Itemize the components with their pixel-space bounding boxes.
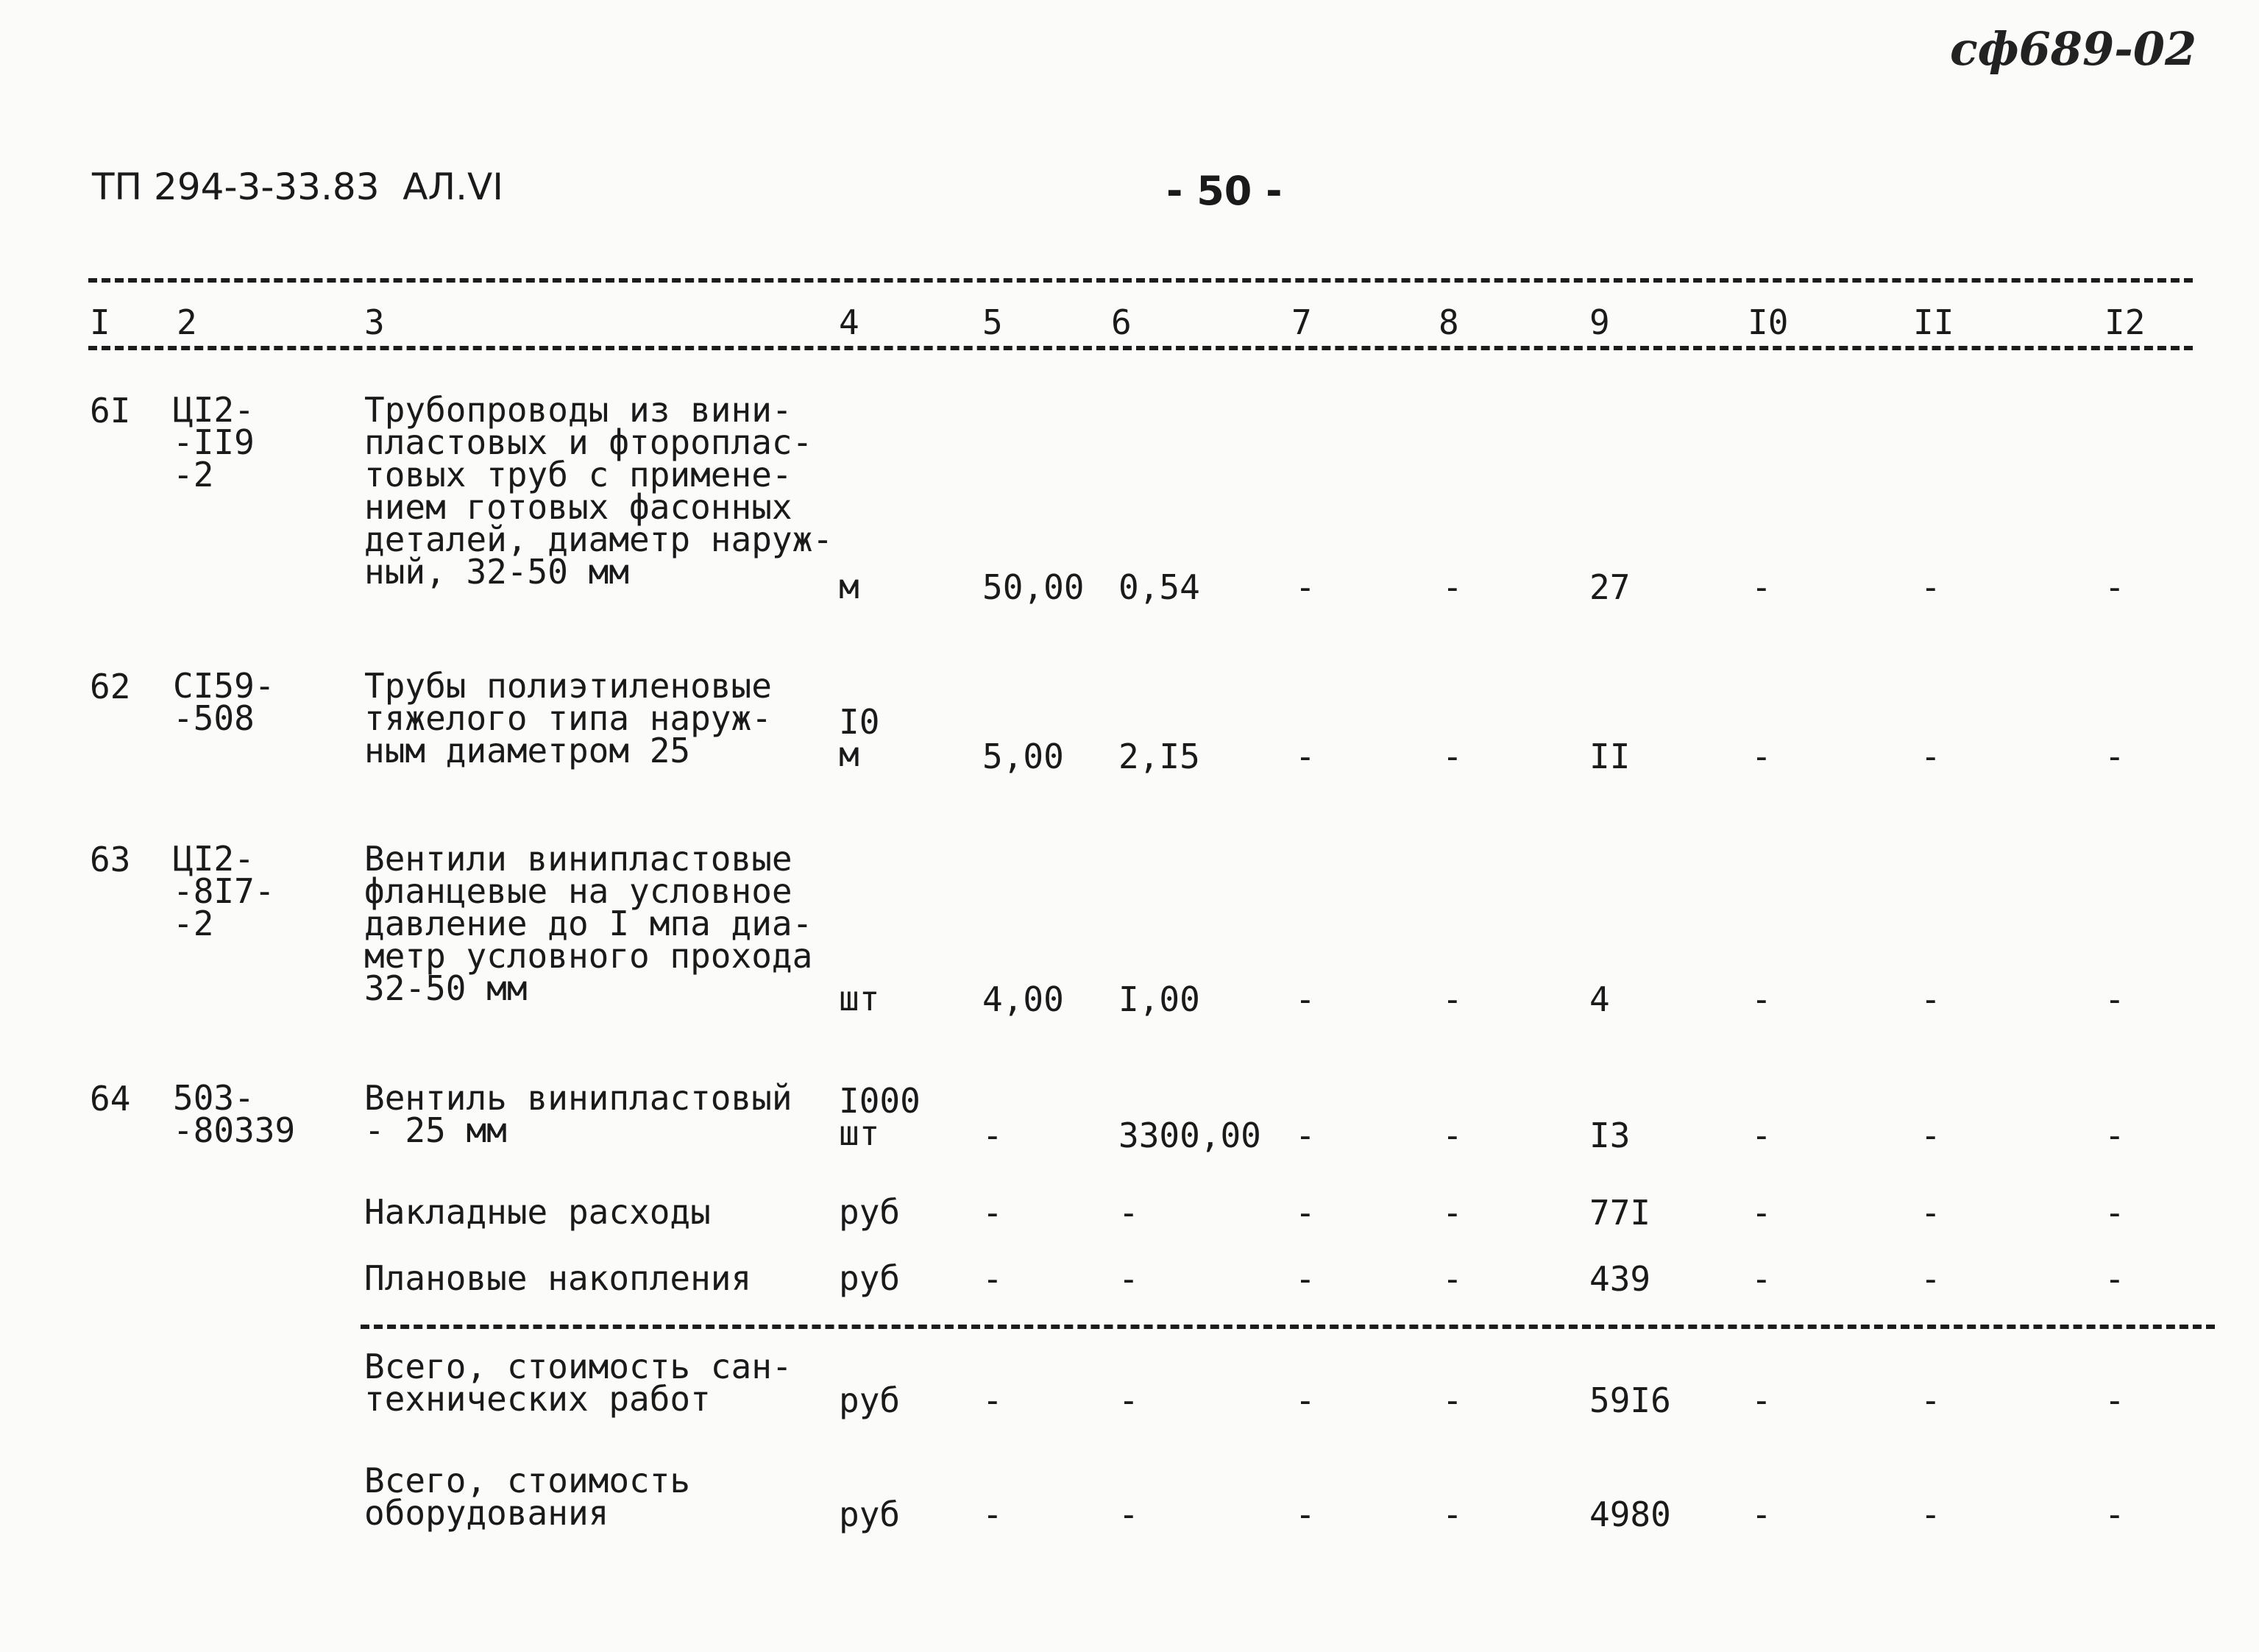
- row-value-col-11: -: [1921, 567, 1941, 607]
- totals-rule: [361, 1325, 2215, 1329]
- row-value-col-6: 2,I5: [1118, 737, 1200, 776]
- row-value-col-9: 4: [1589, 979, 1610, 1019]
- page-number: - 50 -: [1166, 168, 1283, 214]
- row-number: 63: [90, 840, 131, 879]
- row-value-col-11: -: [1921, 1259, 1941, 1299]
- header-rule: [88, 346, 2193, 350]
- column-header-10: I0: [1748, 302, 1789, 342]
- row-value-col-6: I,00: [1118, 979, 1200, 1019]
- row-code: CI59- -508: [173, 666, 275, 738]
- row-value-col-7: -: [1295, 979, 1316, 1019]
- row-value-col-10: -: [1751, 567, 1772, 607]
- total-value-col-7: -: [1295, 1495, 1316, 1534]
- column-header-6: 6: [1111, 302, 1132, 342]
- column-header-2: 2: [177, 302, 197, 342]
- row-code: 503- -80339: [173, 1078, 296, 1150]
- total-value-col-7: -: [1295, 1380, 1316, 1420]
- row-number: 6I: [90, 391, 131, 430]
- row-unit: I0 м: [839, 702, 880, 774]
- total-value-col-12: -: [2104, 1495, 2125, 1534]
- row-value-col-7: -: [1295, 1193, 1316, 1233]
- column-header-4: 4: [839, 302, 859, 342]
- row-value-col-10: -: [1751, 979, 1772, 1019]
- row-value-col-8: -: [1442, 1193, 1463, 1233]
- row-value-col-12: -: [2104, 979, 2125, 1019]
- row-description: Плановые накопления: [364, 1258, 752, 1298]
- row-value-col-8: -: [1442, 567, 1463, 607]
- column-header-1: I: [90, 302, 110, 342]
- row-value-col-8: -: [1442, 737, 1463, 776]
- row-unit: шт: [839, 979, 880, 1018]
- column-header-12: I2: [2104, 302, 2146, 342]
- top-rule: [88, 278, 2193, 283]
- total-value-col-11: -: [1921, 1495, 1941, 1534]
- row-value-col-11: -: [1921, 737, 1941, 776]
- row-value-col-9: II: [1589, 737, 1631, 776]
- row-value-col-9: I3: [1589, 1116, 1631, 1155]
- row-value-col-12: -: [2104, 1259, 2125, 1299]
- row-value-col-7: -: [1295, 737, 1316, 776]
- total-unit: руб: [839, 1380, 901, 1420]
- total-value-col-6: -: [1118, 1495, 1139, 1534]
- total-value-col-10: -: [1751, 1380, 1772, 1420]
- total-value-col-10: -: [1751, 1495, 1772, 1534]
- row-value-col-6: 3300,00: [1118, 1116, 1261, 1155]
- column-header-9: 9: [1589, 302, 1610, 342]
- row-description: Трубопроводы из вини- пластовых и фторoплас- товых труб с примене- нием готовых фасонных деталей, диаметр наруж- ный, 32-50 мм: [364, 390, 833, 592]
- row-description: Вентили винипластовые фланцевые на условное давление до I мпа диа- метр условного прохода 32-50 мм: [364, 839, 813, 1008]
- row-value-col-9: 27: [1589, 567, 1631, 607]
- row-value-col-7: -: [1295, 1259, 1316, 1299]
- row-value-col-12: -: [2104, 1193, 2125, 1233]
- row-value-col-6: -: [1118, 1193, 1139, 1233]
- column-header-7: 7: [1291, 302, 1312, 342]
- row-value-col-9: 439: [1589, 1259, 1651, 1299]
- row-value-col-8: -: [1442, 1259, 1463, 1299]
- row-value-col-5: 50,00: [982, 567, 1085, 607]
- column-header-11: II: [1913, 302, 1954, 342]
- total-value-col-9: 59I6: [1589, 1380, 1671, 1420]
- column-header-3: 3: [364, 302, 385, 342]
- row-value-col-8: -: [1442, 1116, 1463, 1155]
- row-value-col-5: -: [982, 1116, 1003, 1155]
- row-value-col-10: -: [1751, 1116, 1772, 1155]
- row-value-col-6: -: [1118, 1259, 1139, 1299]
- row-code: ЦI2- -8I7- -2: [173, 839, 275, 943]
- document-code: ТП 294-3-33.83 АЛ.VI: [92, 166, 503, 208]
- row-value-col-11: -: [1921, 979, 1941, 1019]
- row-value-col-12: -: [2104, 1116, 2125, 1155]
- row-code: ЦI2- -II9 -2: [173, 390, 255, 494]
- row-description: Трубы полиэтиленовые тяжелого типа наруж- ным диаметром 25: [364, 666, 772, 770]
- total-value-col-6: -: [1118, 1380, 1139, 1420]
- row-value-col-12: -: [2104, 737, 2125, 776]
- row-value-col-7: -: [1295, 1116, 1316, 1155]
- archive-stamp: сф689-02: [1950, 22, 2197, 76]
- row-value-col-7: -: [1295, 567, 1316, 607]
- total-value-col-9: 4980: [1589, 1495, 1671, 1534]
- total-description: Всего, стоимость оборудования: [364, 1461, 691, 1533]
- row-value-col-9: 77I: [1589, 1193, 1651, 1233]
- row-description: Накладные расходы: [364, 1192, 711, 1232]
- column-header-8: 8: [1439, 302, 1459, 342]
- row-unit: руб: [839, 1192, 901, 1232]
- row-unit: I000 шт: [839, 1081, 921, 1153]
- total-value-col-8: -: [1442, 1380, 1463, 1420]
- row-value-col-12: -: [2104, 567, 2125, 607]
- row-value-col-5: -: [982, 1259, 1003, 1299]
- row-value-col-10: -: [1751, 737, 1772, 776]
- row-value-col-10: -: [1751, 1193, 1772, 1233]
- row-value-col-11: -: [1921, 1116, 1941, 1155]
- row-value-col-5: -: [982, 1193, 1003, 1233]
- row-value-col-8: -: [1442, 979, 1463, 1019]
- row-unit: руб: [839, 1258, 901, 1298]
- row-value-col-11: -: [1921, 1193, 1941, 1233]
- total-value-col-12: -: [2104, 1380, 2125, 1420]
- row-value-col-5: 4,00: [982, 979, 1064, 1019]
- total-unit: руб: [839, 1495, 901, 1534]
- total-description: Всего, стоимость сан- технических работ: [364, 1347, 792, 1419]
- row-unit: м: [839, 567, 859, 606]
- row-value-col-6: 0,54: [1118, 567, 1200, 607]
- row-value-col-5: 5,00: [982, 737, 1064, 776]
- total-value-col-5: -: [982, 1495, 1003, 1534]
- total-value-col-11: -: [1921, 1380, 1941, 1420]
- total-value-col-8: -: [1442, 1495, 1463, 1534]
- row-number: 62: [90, 667, 131, 706]
- row-description: Вентиль винипластовый - 25 мм: [364, 1078, 792, 1150]
- column-header-5: 5: [982, 302, 1003, 342]
- total-value-col-5: -: [982, 1380, 1003, 1420]
- row-number: 64: [90, 1079, 131, 1119]
- row-value-col-10: -: [1751, 1259, 1772, 1299]
